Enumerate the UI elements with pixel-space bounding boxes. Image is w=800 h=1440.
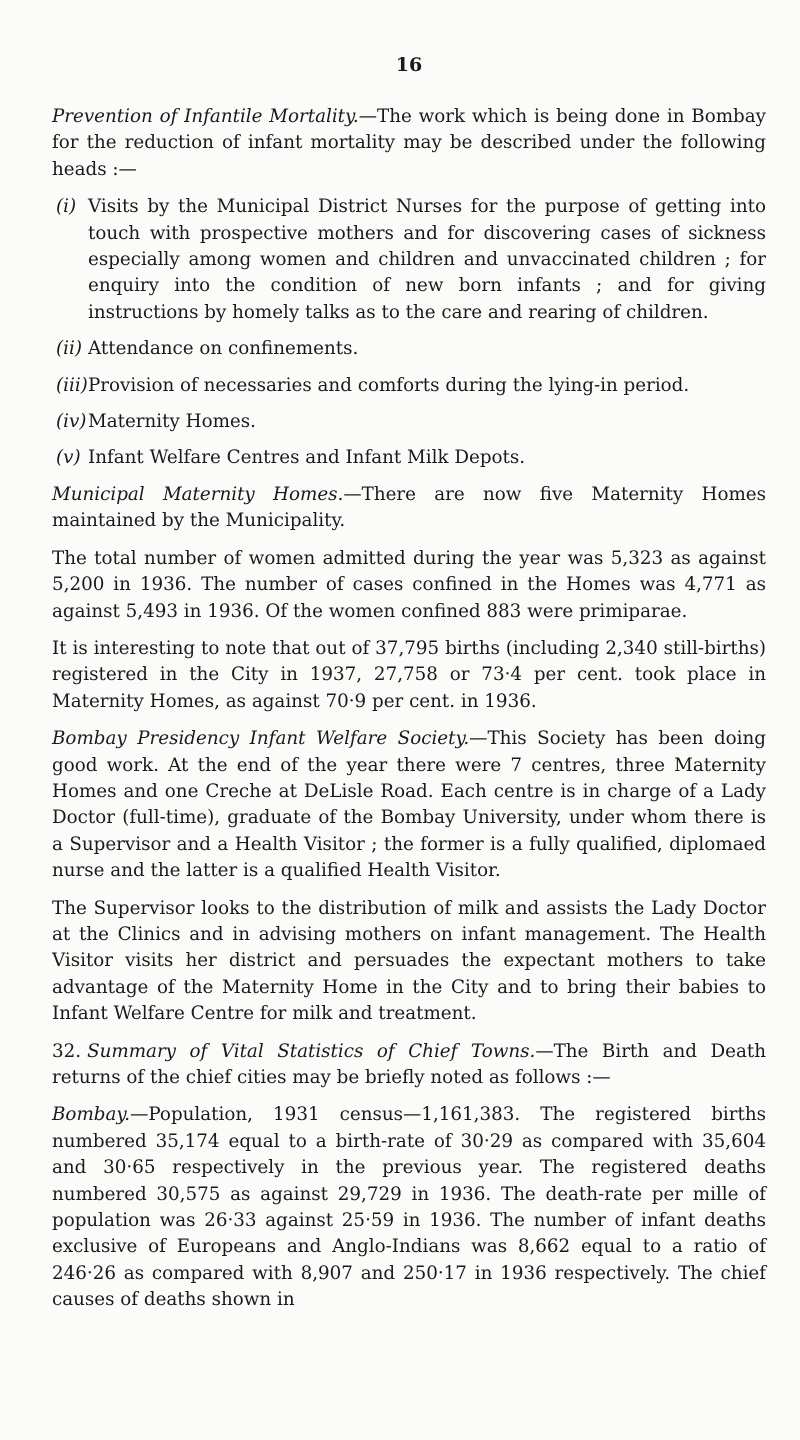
heading-bombay: Bombay. — [52, 1104, 131, 1126]
page-number: 16 — [395, 54, 423, 76]
paragraph-summary — [52, 1039, 766, 1092]
heading-maternity-homes: Municipal Maternity Homes. — [52, 483, 344, 505]
text-maternity-homes: —There are now five Maternity Homes maintained by the Municipality. — [52, 483, 766, 532]
text-bombay: —Population, 1931 census—1,161,383. The registered births numbered 35,174 equal to a birth-rate of 30·29 as compared with 35,604 and 30·65 respectively in the previous year. The registered deaths numbered 30,575 as against 29,729 in 1936. The death-rate per mille of population was 26·33 against 25·59 in 1936. The number of infant deaths exclusive of Europeans and Anglo-Indians was 8,662 equal to a ratio of 246·26 as compared with 8,907 and 250·17 in 1936 respectively. The chief causes of deaths shown in — [52, 1104, 766, 1311]
list-item-text: Attendance on confinements. — [88, 338, 359, 360]
list-item-text: Maternity Homes. — [88, 411, 256, 433]
text-summary: —The Birth and Death returns of the chief cities may be briefly noted as follows :— — [52, 1040, 766, 1088]
list-item — [52, 445, 766, 471]
section-number: 32. — [52, 1040, 82, 1062]
heading-summary: Summary of Vital Statistics of Chief Towns. — [87, 1040, 536, 1062]
text-prevention: —The work which is being done in Bombay for the reduction of infant mortality may be described under the following heads :— — [52, 106, 766, 180]
list-item-text: Infant Welfare Centres and Infant Milk Depots. — [88, 447, 526, 469]
list-item-text: Provision of necessaries and comforts during the lying-in period. — [88, 374, 690, 396]
list-item-number: (i) — [56, 196, 77, 218]
list-item — [52, 373, 766, 399]
list-item-text: Visits by the Municipal District Nurses for the purpose of getting into touch with prospective mothers and for discovering cases of sickness especially among women and children and unvaccinated children ; for enquiry into the condition of new born infants ; and for giving instructions by homely talks as to the care and rearing of children. — [88, 196, 766, 323]
paragraph-supervisor: The Supervisor looks to the distribution of milk and assists the Lady Doctor at the Clinics and in advising mothers on infant management. The Health Visitor visits her district and persuades the expectant mothers to take advantage of the Maternity Home in the City and to bring their babies to Infant Welfare Centre for milk and treatment. — [52, 897, 766, 1025]
list-item-number: (iii) — [56, 374, 88, 396]
list-item — [52, 409, 766, 435]
paragraph-prevention — [52, 104, 766, 183]
document-page — [52, 54, 766, 1325]
paragraph-welfare-society — [52, 726, 766, 884]
list-item — [52, 336, 766, 362]
paragraph-maternity-homes — [52, 482, 766, 535]
paragraph-total-women: The total number of women admitted during the year was 5,323 as against 5,200 in 1936. The number of cases confined in the Homes was 4,771 as against 5,493 in 1936. Of the women confined 883 were primiparae. — [52, 547, 766, 622]
list-item-number: (iv) — [56, 411, 87, 433]
paragraph-births: It is interesting to note that out of 37,795 births (including 2,340 still-births) registered in the City in 1937, 27,758 or 73·4 per cent. took place in Maternity Homes, as against 70·9 per cent. in 1936. — [52, 637, 766, 712]
paragraph-bombay — [52, 1102, 766, 1313]
heads-list — [52, 194, 766, 472]
text-welfare-society: —This Society has been doing good work. At the end of the year there were 7 centres, three Maternity Homes and one Creche at DeLisle Road. Each centre is in charge of a Lady Doctor (full-time), graduate of the Bombay University, under whom there is a Supervisor and a Health Visitor ; the former is a fully qualified, diplomaed nurse and the latter is a qualified Health Visitor. — [52, 728, 767, 882]
list-item-number: (v) — [56, 447, 81, 469]
heading-welfare-society: Bombay Presidency Infant Welfare Society. — [52, 728, 470, 750]
heading-prevention: Prevention of Infantile Mortality. — [52, 106, 359, 127]
list-item — [52, 194, 766, 326]
list-item-number: (ii) — [56, 338, 82, 360]
